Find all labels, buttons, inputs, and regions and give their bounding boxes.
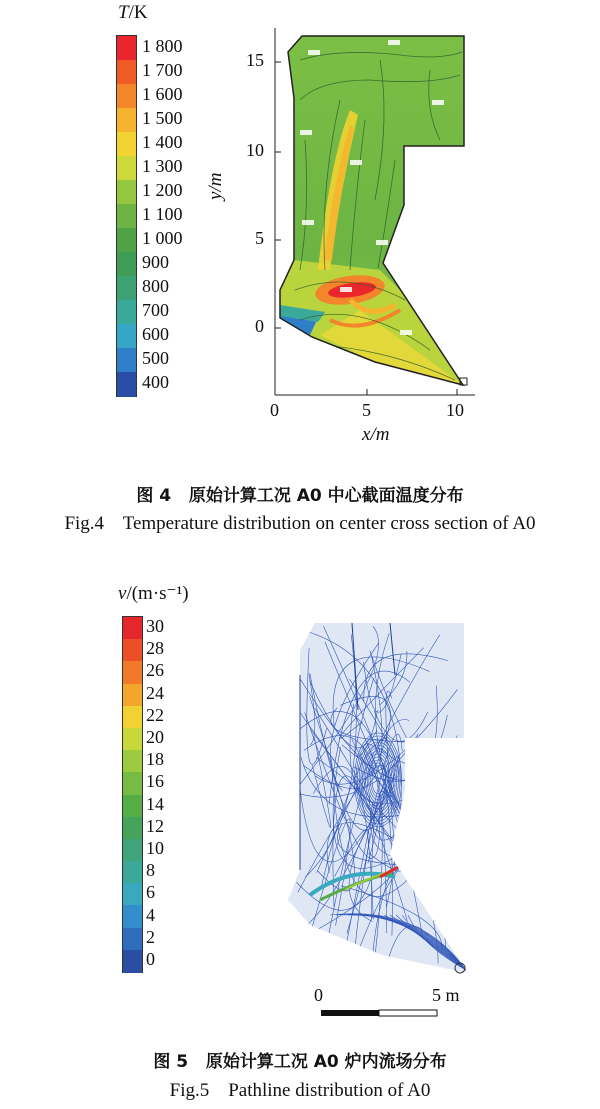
temperature-colorbar-segment xyxy=(117,132,136,157)
velocity-colorbar-segment xyxy=(123,883,142,906)
temperature-colorbar-tick-label: 1 000 xyxy=(142,228,183,248)
x-tick-0: 0 xyxy=(270,400,279,420)
velocity-colorbar-tick-label: 6 xyxy=(146,882,155,903)
velocity-colorbar-segment xyxy=(123,795,142,818)
temperature-colorbar-tick-label: 800 xyxy=(142,276,169,296)
temperature-contour-plot xyxy=(200,0,500,460)
velocity-colorbar-tick-label: 28 xyxy=(146,638,164,659)
velocity-colorbar-segment xyxy=(123,706,142,729)
velocity-colorbar-segment xyxy=(123,728,142,751)
temperature-colorbar-segment xyxy=(117,36,136,61)
velocity-colorbar-segment xyxy=(123,905,142,928)
velocity-colorbar xyxy=(122,616,143,973)
figure-4-caption-cn: 图 4 原始计算工况 A0 中心截面温度分布 xyxy=(136,486,464,506)
velocity-colorbar-tick-label: 0 xyxy=(146,948,155,969)
temperature-colorbar-tick-label: 1 300 xyxy=(142,156,183,176)
velocity-legend-title: v/(m·s⁻¹) xyxy=(118,583,189,604)
figure-5-caption-cn: 图 5 原始计算工况 A0 炉内流场分布 xyxy=(153,1052,447,1072)
temperature-colorbar-segment xyxy=(117,84,136,109)
velocity-colorbar-tick-label: 26 xyxy=(146,660,164,681)
figure-4-caption-en: Fig.4 Temperature distribution on center cross section of A0 xyxy=(64,513,536,534)
temperature-colorbar-tick-label: 1 800 xyxy=(142,36,183,56)
velocity-colorbar-segment xyxy=(123,639,142,662)
temperature-colorbar-segment xyxy=(117,108,136,133)
velocity-colorbar-segment xyxy=(123,617,142,640)
temperature-colorbar-tick-label: 1 500 xyxy=(142,108,183,128)
velocity-colorbar-ticks xyxy=(146,616,206,971)
temperature-legend-title: T/K xyxy=(118,2,148,23)
velocity-colorbar-segment xyxy=(123,839,142,862)
temperature-colorbar-segment xyxy=(117,228,136,253)
velocity-colorbar-tick-label: 22 xyxy=(146,704,164,725)
velocity-colorbar-segment xyxy=(123,950,142,973)
temperature-colorbar-segment xyxy=(117,372,136,397)
pathline-plot xyxy=(270,615,480,985)
scale-label-zero: 0 xyxy=(314,985,323,1005)
temperature-colorbar-segment xyxy=(117,276,136,301)
velocity-colorbar-tick-label: 24 xyxy=(146,682,164,703)
velocity-colorbar-segment xyxy=(123,661,142,684)
figure-5-caption-en: Fig.5 Pathline distribution of A0 xyxy=(169,1080,431,1101)
scale-label-five-m: 5 m xyxy=(432,985,460,1005)
velocity-colorbar-tick-label: 4 xyxy=(146,904,155,925)
temperature-colorbar-segment xyxy=(117,60,136,85)
velocity-colorbar-tick-label: 8 xyxy=(146,860,155,881)
temperature-colorbar-segment xyxy=(117,252,136,277)
velocity-colorbar-segment xyxy=(123,684,142,707)
velocity-colorbar-tick-label: 30 xyxy=(146,616,164,637)
y-tick-10: 10 xyxy=(246,140,264,160)
temperature-colorbar-tick-label: 700 xyxy=(142,300,169,320)
velocity-colorbar-tick-label: 12 xyxy=(146,815,164,836)
temperature-colorbar-tick-label: 1 400 xyxy=(142,132,183,152)
y-tick-0: 0 xyxy=(255,316,264,336)
temperature-colorbar-tick-label: 900 xyxy=(142,252,169,272)
temperature-colorbar-tick-label: 1 100 xyxy=(142,204,183,224)
y-tick-15: 15 xyxy=(246,50,264,70)
velocity-colorbar-tick-label: 16 xyxy=(146,771,164,792)
x-axis-label: x/m xyxy=(362,424,390,445)
velocity-colorbar-tick-label: 20 xyxy=(146,727,164,748)
velocity-colorbar-tick-label: 14 xyxy=(146,793,164,814)
temperature-colorbar-tick-label: 400 xyxy=(142,372,169,392)
temperature-colorbar-tick-label: 1 700 xyxy=(142,60,183,80)
temperature-colorbar-tick-label: 1 200 xyxy=(142,180,183,200)
velocity-colorbar-segment xyxy=(123,861,142,884)
temperature-colorbar-segment xyxy=(117,156,136,181)
scale-bar xyxy=(320,1008,440,1020)
velocity-colorbar-tick-label: 18 xyxy=(146,749,164,770)
velocity-colorbar-segment xyxy=(123,928,142,951)
temperature-colorbar-segment xyxy=(117,180,136,205)
y-tick-5: 5 xyxy=(255,228,264,248)
temperature-colorbar-tick-label: 600 xyxy=(142,324,169,344)
velocity-colorbar-segment xyxy=(123,817,142,840)
x-tick-10: 10 xyxy=(446,400,464,420)
temperature-colorbar-segment xyxy=(117,204,136,229)
velocity-colorbar-segment xyxy=(123,750,142,773)
temperature-colorbar-tick-label: 500 xyxy=(142,348,169,368)
x-tick-5: 5 xyxy=(362,400,371,420)
temperature-colorbar xyxy=(116,35,137,397)
temperature-colorbar-segment xyxy=(117,324,136,349)
temperature-colorbar-segment xyxy=(117,348,136,373)
temperature-colorbar-segment xyxy=(117,300,136,325)
velocity-colorbar-tick-label: 10 xyxy=(146,837,164,858)
velocity-colorbar-tick-label: 2 xyxy=(146,926,155,947)
y-axis-label: y/m xyxy=(205,172,226,200)
velocity-colorbar-segment xyxy=(123,772,142,795)
temperature-colorbar-tick-label: 1 600 xyxy=(142,84,183,104)
